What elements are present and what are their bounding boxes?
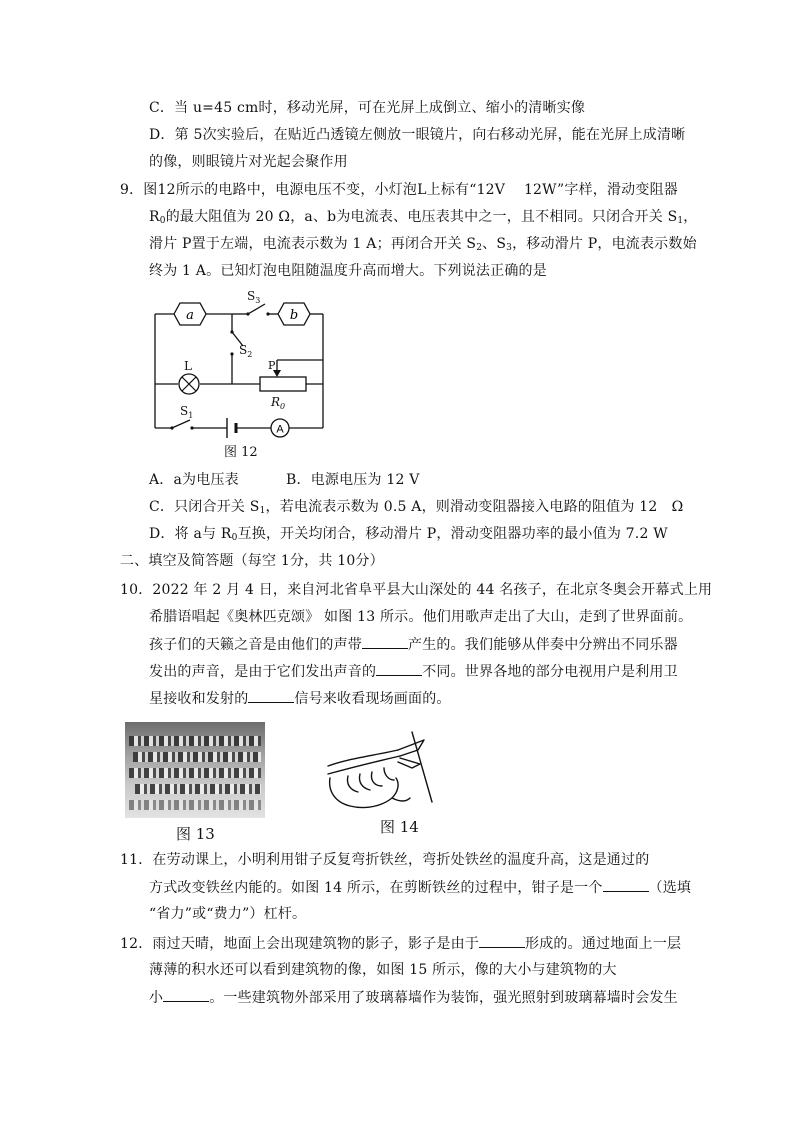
blank-4 [603, 877, 649, 892]
q12-line2: 薄薄的积水还可以看到建筑物的像，如图 15 所示，像的大小与建筑物的大 [149, 962, 617, 978]
q9-option-b: B．电源电压为 12 V [286, 472, 420, 488]
ammeter-icon [271, 419, 289, 437]
q9-option-d: D．将 a与 $R_0$互换，开关均闭合，移动滑片 P，滑动变阻器功率的最小值为 7.2 W [149, 526, 668, 543]
blank-2 [376, 661, 422, 676]
q12-line3: 小 。一些建筑物外部采用了玻璃幕墙作为装饰，强光照射到玻璃幕墙时会发生 [149, 987, 678, 1008]
blank-1 [362, 634, 408, 649]
svg-text:A: A [276, 423, 284, 436]
q8-option-d: D．第 5次实验后，在贴近凸透镜左侧放一眼镜片，向右移动光屏，能在光屏上成清晰 [149, 127, 686, 143]
q8-option-c: C．当 u=45 cm时，移动光屏，可在光屏上成倒立、缩小的清晰实像 [149, 100, 586, 116]
svg-text:b: b [289, 308, 299, 323]
choir-photo-figure-13 [125, 722, 265, 818]
label-r0: $R_0$ [271, 395, 286, 411]
figure-12-caption: 图 12 [224, 445, 258, 460]
meter-b [278, 303, 310, 325]
figure-13-caption: 图 13 [176, 825, 215, 843]
label-p: P [268, 359, 276, 372]
q9-option-a: A．a为电压表 [149, 472, 239, 488]
meter-a [174, 303, 206, 325]
label-l: L [184, 359, 192, 373]
blank-3 [248, 688, 294, 703]
battery-icon [227, 418, 236, 438]
q11-line3: “省力”或“费力”）杠杆。 [149, 906, 307, 922]
q10-line3: 孩子们的天籁之音是由他们的声带 产生的。我们能够从伴奏中分辨出不同乐器 [149, 634, 678, 655]
blank-5 [479, 933, 525, 948]
blank-6 [163, 987, 209, 1002]
q9-stem-line3: 滑片 P置于左端，电流表示数为 1 A；再闭合开关 $S_2$、$S_3$，移动滑片 P，电流表示数始 [149, 236, 697, 253]
q9-option-c: C．只闭合开关 $S_1$，若电流表示数为 0.5 A，则滑动变阻器接入电路的阻值为 12 Ω [149, 499, 684, 516]
pliers-drawing-figure-14 [320, 728, 440, 816]
q8-option-d-cont: 的像，则眼镜片对光起会聚作用 [149, 154, 348, 170]
q10-line5: 星接收和发射的 信号来收看现场画面的。 [149, 688, 451, 709]
q11-line2: 方式改变铁丝内能的。如图 14 所示，在剪断铁丝的过程中，钳子是一个 （选填 [149, 877, 691, 898]
q10-line2: 希腊语唱起《奥林匹克颂》 如图 13 所示。他们用歌声走出了大山，走到了世界面前。 [149, 609, 693, 625]
svg-text:a: a [186, 308, 194, 323]
q9-stem-line4: 终为 1 A。已知灯泡电阻随温度升高而增大。下列说法正确的是 [149, 263, 547, 279]
label-s1: $S_1$ [180, 404, 194, 420]
q9-stem-line1: 9．图12所示的电路中，电源电压不变，小灯泡L上标有“12V 12W”字样，滑动变阻器 [120, 182, 678, 198]
figure-14-caption: 图 14 [380, 818, 419, 836]
lamp-icon [179, 374, 199, 394]
q12-line1: 12．雨过天晴，地面上会出现建筑物的影子，影子是由于 形成的。通过地面上一层 [120, 933, 681, 954]
q9-stem-line2: $R_0$的最大阻值为 20 Ω，a、b为电流表、电压表其中之一，且不相同。只闭合开关 $S_1$， [149, 209, 698, 226]
label-s3: $S_3$ [247, 289, 261, 305]
section-2-title: 二、填空及简答题（每空 1分，共 10分） [120, 553, 384, 569]
label-s2: $S_2$ [239, 343, 253, 359]
q10-line1: 10．2022 年 2 月 4 日，来自河北省阜平县大山深处的 44 名孩子，在北京冬奥会开幕式上用 [120, 582, 713, 598]
rheostat-r0 [260, 377, 306, 391]
q10-line4: 发出的声音，是由于它们发出声音的 不同。世界各地的部分电视用户是利用卫 [149, 661, 678, 682]
circuit-diagram-figure-12 [140, 284, 340, 464]
q11-line1: 11．在劳动课上，小明利用钳子反复弯折铁丝，弯折处铁丝的温度升高，这是通过的 [120, 852, 650, 868]
